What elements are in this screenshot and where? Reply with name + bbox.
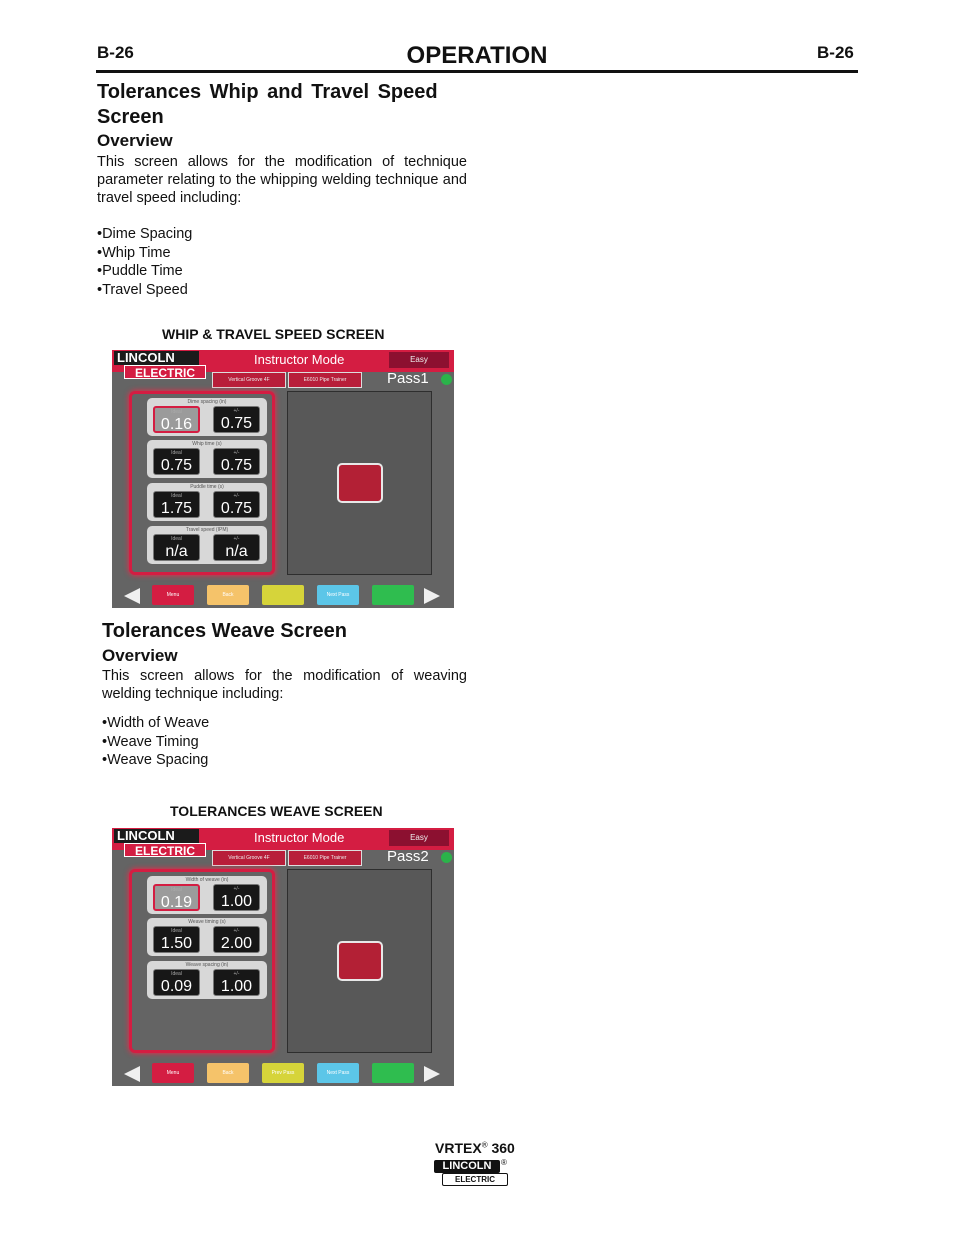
list-item: • Weave Spacing — [102, 751, 209, 770]
joint-config-button[interactable]: Vertical Groove 4F — [212, 372, 286, 388]
arrow-right-icon[interactable] — [424, 1066, 440, 1082]
back-button[interactable]: Back — [207, 1063, 249, 1083]
pass-label: Pass2 — [387, 848, 429, 865]
overview-subheading: Overview — [97, 131, 173, 150]
overview-subheading: Overview — [102, 646, 178, 665]
figure-caption: WHIP & TRAVEL SPEED SCREEN — [162, 326, 385, 342]
status-led-icon — [441, 374, 452, 385]
tolerance-card: Puddle time (s) Ideal 1.75 +/- 0.75 — [147, 483, 267, 521]
mode-label: Instructor Mode — [254, 352, 345, 367]
bullet-list — [97, 225, 192, 299]
lincoln-electric-footer-logo: LINCOLN ELECTRIC ® — [434, 1160, 510, 1188]
tolerance-card: Travel speed (IPM) Ideal n/a +/- n/a — [147, 526, 267, 564]
tolerance-value-field[interactable]: +/- 2.00 — [213, 926, 260, 953]
green-button[interactable] — [372, 585, 414, 605]
joint-config-button[interactable]: Vertical Groove 4F — [212, 850, 286, 866]
header-rule — [96, 70, 858, 73]
tolerance-value-field[interactable]: +/- 1.00 — [213, 884, 260, 911]
ideal-value-field[interactable]: Ideal 0.09 — [153, 969, 200, 996]
ideal-value-field[interactable]: Ideal 1.75 — [153, 491, 200, 518]
pass-label: Pass1 — [387, 370, 429, 387]
yellow-button[interactable] — [262, 585, 304, 605]
tolerance-card: Whip time (s) Ideal 0.75 +/- 0.75 — [147, 440, 267, 478]
arrow-left-icon[interactable] — [124, 588, 140, 604]
menu-button[interactable]: Menu — [152, 1063, 194, 1083]
tolerance-value-field[interactable]: +/- 0.75 — [213, 491, 260, 518]
page-title: OPERATION — [406, 42, 548, 69]
tolerance-card: Weave spacing (in) Ideal 0.09 +/- 1.00 — [147, 961, 267, 999]
mode-label: Instructor Mode — [254, 830, 345, 845]
tolerance-card: Weave timing (s) Ideal 1.50 +/- 2.00 — [147, 918, 267, 956]
back-button[interactable]: Back — [207, 585, 249, 605]
tolerance-card: Width of weave (in) Ideal 0.19 +/- 1.00 — [147, 876, 267, 914]
tolerance-value-field[interactable]: +/- 0.75 — [213, 448, 260, 475]
process-config-button[interactable]: E6010 Pipe Trainer — [288, 372, 362, 388]
tolerance-value-field[interactable]: +/- 0.75 — [213, 406, 260, 433]
arrow-left-icon[interactable] — [124, 1066, 140, 1082]
list-item: • Dime Spacing — [97, 225, 192, 244]
list-item: • Weave Timing — [102, 733, 209, 752]
overview-paragraph: This screen allows for the modification of technique parameter relating to the whipping welding technique and travel speed including: — [97, 154, 467, 206]
list-item: • Width of Weave — [102, 714, 209, 733]
next-pass-button[interactable]: Next Pass — [317, 1063, 359, 1083]
overview-paragraph: This screen allows for the modification of weaving welding technique including: — [102, 668, 467, 702]
figure-caption: TOLERANCES WEAVE SCREEN — [170, 803, 383, 819]
green-button[interactable] — [372, 1063, 414, 1083]
page-number-left: B-26 — [97, 43, 134, 62]
next-pass-button[interactable]: Next Pass — [317, 585, 359, 605]
section-heading-whip-travel: Tolerances Whip and Travel Speed Screen — [97, 81, 438, 128]
tolerance-card: Dime spacing (in) Ideal 0.16 +/- 0.75 — [147, 398, 267, 436]
process-config-button[interactable]: E6010 Pipe Trainer — [288, 850, 362, 866]
menu-button[interactable]: Menu — [152, 585, 194, 605]
tolerance-value-field[interactable]: +/- n/a — [213, 534, 260, 561]
product-name: VRTEX® 360 — [435, 1140, 515, 1156]
list-item: • Travel Speed — [97, 281, 192, 300]
difficulty-button[interactable]: Easy — [389, 352, 449, 368]
target-square — [337, 463, 383, 503]
bullet-list — [102, 714, 209, 770]
lincoln-electric-logo: LINCOLN ELECTRIC — [114, 829, 206, 860]
target-square — [337, 941, 383, 981]
whip-travel-speed-screenshot — [112, 350, 454, 608]
page-number-right: B-26 — [817, 43, 854, 62]
prev-pass-button[interactable]: Prev Pass — [262, 1063, 304, 1083]
tolerances-weave-screenshot — [112, 828, 454, 1086]
ideal-value-field[interactable]: Ideal 0.16 — [153, 406, 200, 433]
arrow-right-icon[interactable] — [424, 588, 440, 604]
list-item: • Whip Time — [97, 244, 192, 263]
lincoln-electric-logo: LINCOLN ELECTRIC — [114, 351, 206, 382]
tolerance-value-field[interactable]: +/- 1.00 — [213, 969, 260, 996]
status-led-icon — [441, 852, 452, 863]
ideal-value-field[interactable]: Ideal 1.50 — [153, 926, 200, 953]
list-item: • Puddle Time — [97, 262, 192, 281]
section-heading-weave: Tolerances Weave Screen — [102, 620, 347, 642]
ideal-value-field[interactable]: Ideal n/a — [153, 534, 200, 561]
ideal-value-field[interactable]: Ideal 0.75 — [153, 448, 200, 475]
difficulty-button[interactable]: Easy — [389, 830, 449, 846]
ideal-value-field[interactable]: Ideal 0.19 — [153, 884, 200, 911]
